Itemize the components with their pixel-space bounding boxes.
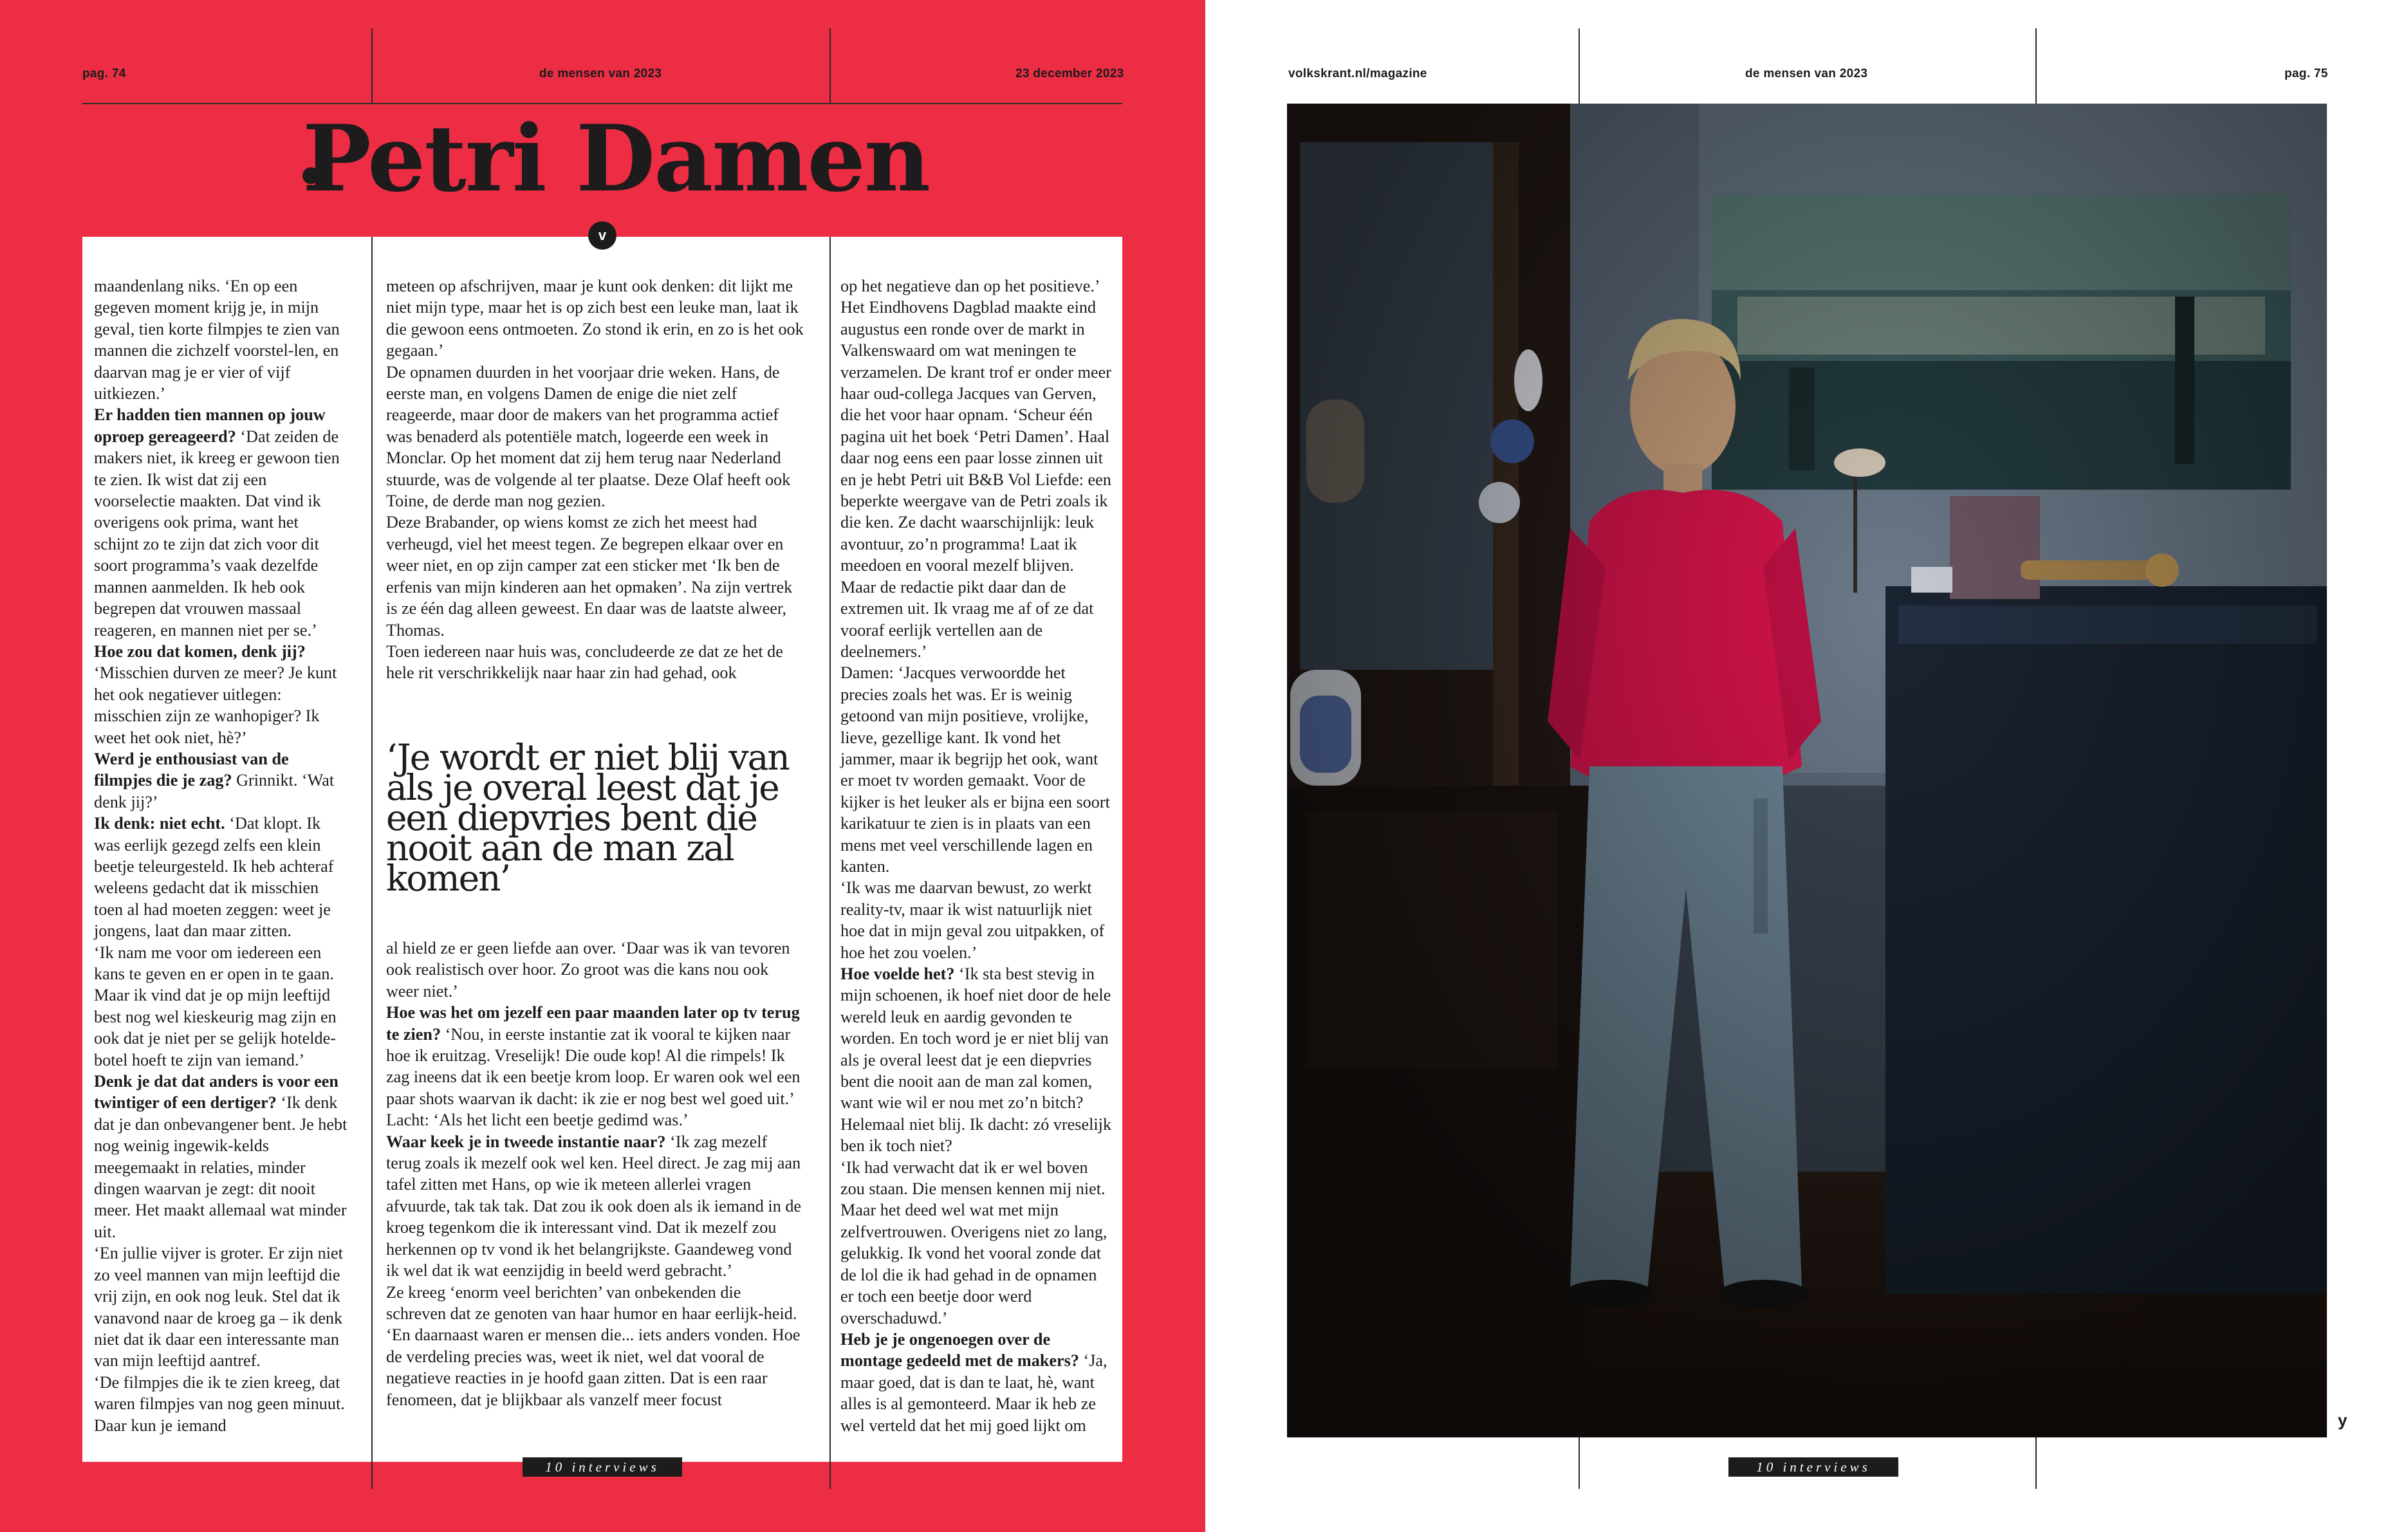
column-divider	[371, 237, 373, 1489]
paragraph: Deze Brabander, op wiens komst ze zich het meest had verheugd, viel het meest tegen. Ze begrepen elkaar over en weer niet, en op zijn camper zat een sticker met ‘Ik ben de erfenis van mijn kinderen aan het opmaken’. Na zijn vertrek is ze één dag alleen geweest. En daar was de laatste alweer, Thomas.	[386, 513, 793, 640]
paragraph: meteen op afschrijven, maar je kunt ook denken: dit lijkt me niet mijn type, maar het is op zich best een leuke man, laat ik die gewoon eens ontmoeten. Zo stond ik erin, en zo is het ook gegaan.’	[386, 277, 804, 360]
paragraph: ‘Misschien durven ze meer? Je kunt het ook negatiever uitlegen: misschien zijn ze wanhopiger? Ik weet het ook niet, hè?’	[94, 663, 337, 747]
interview-question: Waar keek je in tweede instantie naar?	[386, 1132, 666, 1151]
paragraph: Ze kreeg ‘enorm veel berichten’ van onbekenden die schreven dat ze genoten van haar humor en haar eerlijk-heid. ‘En daarnaast waren er mensen die... iets anders vonden. Hoe de verdeling precies was, weet ik niet, wel dat vooral de negatieve reacties in je hoofd gaan zitten. Dat is een raar fenomeen, dat je blijkbaar als vanzelf meer focust	[386, 1282, 801, 1409]
portrait-illustration	[1287, 104, 2327, 1437]
column-divider	[371, 28, 373, 104]
paragraph: Hoe was het om jezelf een paar maanden later op tv terug te zien? ‘Nou, in eerste instantie zat ik vooral te kijken naar hoe ik eruitzag. Vreselijk! Die oude kop! Al die rimpels! Ik zag ineens dat ik een beetje krom loop. Er waren ook wel een paar shots waarvan ik dacht: ik zie er nog best wel goed uit.’ Lacht: ‘Als het licht een beetje gedimd was.’	[386, 1003, 801, 1130]
article-column-2-bottom	[386, 937, 804, 1410]
header-rule	[82, 103, 1122, 104]
paragraph: Ik denk: niet echt. ‘Dat klopt. Ik was eerlijk gezegd zelfs een klein beetje teleurgesteld. Ik heb achteraf weleens gedacht dat ik misschien toen al had moeten zeggen: weet je jongens, laat dan maar zitten.	[94, 814, 334, 941]
site-url: volkskrant.nl/magazine	[1288, 67, 1427, 80]
end-of-page-mark: y	[2338, 1410, 2348, 1430]
column-divider	[2035, 28, 2037, 104]
series-tag-left: 10 interviews	[523, 1457, 682, 1477]
interview-question: Ik denk: niet echt.	[94, 814, 225, 833]
article-title: Petri Damen	[302, 106, 930, 212]
column-divider	[1579, 1437, 1580, 1489]
series-tag-right: 10 interviews	[1728, 1457, 1898, 1477]
paragraph: Toen iedereen naar huis was, concludeerde ze dat ze het de hele rit verschrikkelijk naar haar zin had gehad, ook	[386, 641, 783, 683]
article-column-3	[840, 275, 1113, 1436]
page-number-left: pag. 74	[82, 67, 126, 80]
section-label-left: de mensen van 2023	[539, 67, 662, 80]
paragraph: ‘Ik nam me voor om iedereen een kans te geven en er open in te gaan. Maar ik vind dat je op mijn leeftijd best nog wel kieskeurig mag zijn en ook dat je niet per se gelijk hotelde-botel hoeft te zijn van iemand.’	[94, 943, 337, 1069]
interview-question: Hoe zou dat komen, denk jij?	[94, 641, 306, 661]
article-column-1	[94, 275, 347, 1436]
issue-date: 23 december 2023	[1015, 67, 1124, 80]
interview-question: Er hadden tien mannen op jouw oproep gereageerd?	[94, 405, 326, 446]
paragraph: Er hadden tien mannen op jouw oproep gereageerd? ‘Dat zeiden de makers niet, ik kreeg er gewoon tien te zien. Ik wist dat zij een voorselectie maakten. Dat vind ik overigens ook prima, want het schijnt zo te zijn dat zich voor dit soort programma’s vaak dezelfde mannen aanmelden. Ik heb ook begrepen dat vrouwen massaal reageren, en mannen niet per se.’	[94, 405, 340, 640]
interview-question: Heb je je ongenoegen over de montage gedeeld met de makers?	[840, 1329, 1079, 1370]
interview-question: Werd je enthousiast van de filmpjes die je zag?	[94, 749, 289, 790]
interview-question: Hoe voelde het?	[840, 964, 955, 983]
paragraph: ‘Ik was me daarvan bewust, zo werkt reality-tv, maar ik wist natuurlijk niet hoe dat in mijn geval zou uitpakken, of hoe het zou voelen.’	[840, 878, 1105, 962]
paragraph: Hoe voelde het? ‘Ik sta best stevig in mijn schoenen, ik hoef niet door de hele wereld leuk en aardig gevonden te worden. En toch word je er niet blij van als je overal leest dat je een diepvries bent die nooit aan de man zal komen, want wie wil er nou met zo’n bitch? Helemaal niet blij. Ik dacht: zó vreselijk ben ik toch niet?	[840, 964, 1112, 1156]
paragraph	[94, 641, 347, 662]
column-divider	[829, 28, 831, 104]
column-divider	[1579, 28, 1580, 104]
article-column-2-top	[386, 275, 804, 684]
interview-question: Denk je dat dat anders is voor een twintiger of een dertiger?	[94, 1072, 338, 1112]
column-divider	[829, 237, 831, 1489]
portrait-photo	[1287, 104, 2327, 1437]
paragraph: Waar keek je in tweede instantie naar? ‘Ik zag mezelf terug zoals ik mezelf ook wel ken. Heel direct. Je zag mij aan tafel zitten met Hans, op wie ik meteen allerlei vragen afvuurde, tak tak tak. Dat zou ik ook doen als ik iemand in de kroeg tegenkom die ik interessant vind. Dat ik mezelf zou herkennen op tv vond ik het belangrijkste. Gaandeweg vond ik wel dat ik wat eenzijdig in beeld werd gebracht.’	[386, 1132, 802, 1280]
pull-quote: ‘Je wordt er niet blij van als je overal leest dat je een diepvries bent die nooit aan de man zal komen’	[386, 737, 789, 899]
paragraph: Het Eindhovens Dagblad maakte eind augustus een ronde over de markt in Valkenswaard om wat meningen te verzamelen. De krant trof er onder meer haar oud-collega Jacques van Gerven, die het voor haar opnam. ‘Scheur één pagina uit het boek ‘Petri Damen’. Haal daar nog eens een paar losse zinnen uit en je hebt Petri uit B&B Vol Liefde: een beperkte weergave van de Petri zoals ik die ken. Ze dacht waarschijnlijk: leuk avontuur, zo’n programma! Laat ik meedoen en vooral mezelf blijven. Maar de redactie pikt daar dan de extremen uit. Ik vraag me af of ze dat vooraf eerlijk vertellen aan de deelnemers.’	[840, 298, 1111, 661]
paragraph: Werd je enthousiast van de filmpjes die je zag? Grinnikt. ‘Wat denk jij?’	[94, 749, 335, 811]
page-number-right: pag. 75	[2284, 67, 2328, 80]
paragraph: ‘En jullie vijver is groter. Er zijn niet zo veel mannen van mijn leeftijd die vrij zijn, en ook nog leuk. Stel dat ik vanavond naar de kroeg ga – ik denk niet dat ik daar een interessante man van mijn leeftijd aantref.	[94, 1244, 343, 1370]
paragraph: al hield ze er geen liefde aan over. ‘Daar was ik van tevoren ook realistisch over hoor. Zo groot was die kans nou ook weer niet.’	[386, 939, 790, 1001]
column-divider	[2035, 1437, 2037, 1489]
paragraph: ‘Ik had verwacht dat ik er wel boven zou staan. Die mensen kennen mij niet. Maar het deed wel wat met mijn zelfvertrouwen. Overigens niet zo lang, gelukkig. Ik vond het vooral zonde dat de lol die ik had gehad in de opnamen er toch een beetje door werd overschaduwd.’	[840, 1158, 1107, 1327]
paragraph: Heb je je ongenoegen over de montage gedeeld met de makers? ‘Ja, maar goed, dat is dan te laat, hè, want alles is al gemonteerd. Maar ik heb ze wel verteld dat het mij goed lijkt om	[840, 1329, 1107, 1435]
interview-question: Hoe was het om jezelf een paar maanden later op tv terug te zien?	[386, 1003, 800, 1044]
paragraph: maandenlang niks. ‘En op een gegeven moment krijg je, in mijn geval, tien korte filmpjes te zien van mannen die zichzelf voorstel-len, en daarvan mag je er vier of vijf uitkiezen.’	[94, 277, 340, 403]
paragraph: ‘De filmpjes die ik te zien kreeg, dat waren filmpjes van nog geen minuut. Daar kun je iemand	[94, 1372, 345, 1435]
paragraph: De opnamen duurden in het voorjaar drie weken. Hans, de eerste man, en volgens Damen de enige die niet zelf reageerde, maar door de makers van het programma actief was benaderd als potentiële match, logeerde een week in Monclar. Op het moment dat zij hem terug naar Nederland stuurde, was de volgende al ter plaatse. Deze Olaf heeft ook Toine, de derde man nog gezien.	[386, 362, 791, 511]
paragraph: Damen: ‘Jacques verwoordde het precies zoals het was. Er is weinig getoond van mijn positieve, vrolijke, lieve, gezellige kant. Ik vond het jammer, maar ik begrijp het ook, want er moet tv worden gemaakt. Voor de kijker is het leuker als er bijna een soort karikatuur te zien is in plaats van een mens met veel verschillende lagen en kanten.	[840, 663, 1110, 876]
paragraph: op het negatieve dan op het positieve.’	[840, 277, 1100, 295]
paragraph: Denk je dat dat anders is voor een twintiger of een dertiger? ‘Ik denk dat je dan onbevangener bent. Je hebt nog weinig ingewik-kelds meegemaakt in relaties, minder dingen waarvan je zegt: dit nooit meer. Het maakt allemaal wat minder uit.	[94, 1072, 347, 1241]
magazine-logo-badge: v	[588, 221, 616, 250]
section-label-right: de mensen van 2023	[1745, 67, 1868, 80]
